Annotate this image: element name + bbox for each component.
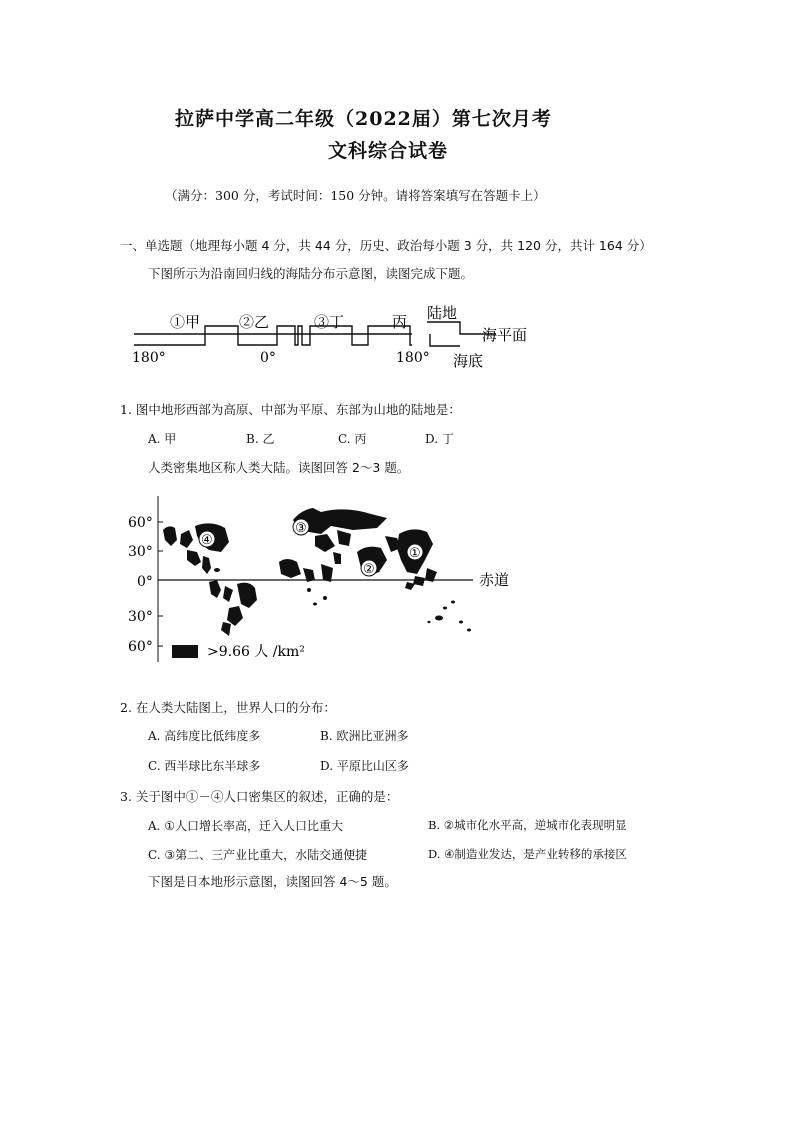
marker-1 xyxy=(407,544,423,561)
label-yi: ②乙 xyxy=(239,313,270,331)
question-3-option-b[interactable]: B. ②城市化水平高，逆城市化表现明显 xyxy=(428,818,627,832)
question-2-option-c[interactable]: C. 西半球比东半球多 xyxy=(148,759,261,773)
label-bing: 丙 xyxy=(392,313,408,331)
populated-region-north-america xyxy=(163,523,229,574)
question-2-option-d[interactable]: D. 平原比山区多 xyxy=(320,759,409,773)
intro-fig3: 下图是日本地形示意图，读图回答 4～5 题。 xyxy=(148,874,397,889)
question-2-stem: 2. 在人类大陆图上，世界人口的分布： xyxy=(120,700,336,715)
svg-text:④: ④ xyxy=(201,533,213,548)
lat-60s: 60° xyxy=(128,639,153,655)
question-1-stem: 1. 图中地形西部为高原、中部为平原、东部为山地的陆地是： xyxy=(120,402,461,417)
lat-30n: 30° xyxy=(128,544,153,560)
legend-seabed: 海底 xyxy=(453,352,484,370)
population-density-map xyxy=(125,490,525,670)
lon-180-left: 180° xyxy=(132,350,166,366)
populated-region-south-america xyxy=(209,580,257,636)
section-heading: 一、单选题（地理每小题 4 分，共 44 分，历史、政治每小题 3 分，共 120 分，共计 164 分） xyxy=(120,238,652,253)
legend-swatch xyxy=(172,645,198,658)
legend-sea-level: 海平面 xyxy=(482,326,528,344)
question-3-option-a[interactable]: A. ①人口增长率高，迁入人口比重大 xyxy=(148,819,344,833)
marker-3 xyxy=(293,519,309,536)
question-1-option-d[interactable]: D. 丁 xyxy=(425,432,454,446)
marker-2 xyxy=(361,560,377,577)
lat-60n: 60° xyxy=(128,515,153,531)
populated-region-africa xyxy=(279,552,341,606)
question-3-stem: 3. 关于图中①－④人口密集区的叙述，正确的是： xyxy=(120,789,399,804)
question-3-option-c[interactable]: C. ③第二、三产业比重大，水陆交通便捷 xyxy=(148,848,368,862)
intro-fig1: 下图所示为沿南回归线的海陆分布示意图，读图完成下题。 xyxy=(148,266,474,281)
populated-region-oceania xyxy=(428,601,472,632)
question-2-option-b[interactable]: B. 欧洲比亚洲多 xyxy=(320,729,409,743)
marker-4 xyxy=(199,531,215,548)
question-1-option-a[interactable]: A. 甲 xyxy=(148,432,177,446)
legend-label: >9.66 人 /km² xyxy=(207,644,305,660)
question-3-option-d[interactable]: D. ④制造业发达，是产业转移的承接区 xyxy=(428,847,627,861)
question-1-option-c[interactable]: C. 丙 xyxy=(338,432,367,446)
equator-label: 赤道 xyxy=(479,571,510,589)
svg-text:②: ② xyxy=(363,562,375,577)
exam-subtitle: 文科综合试卷 xyxy=(328,140,449,162)
question-1-option-b[interactable]: B. 乙 xyxy=(246,432,275,446)
lat-30s: 30° xyxy=(128,609,153,625)
land-sea-profile-figure xyxy=(130,300,560,385)
lat-0: 0° xyxy=(137,574,153,590)
intro-fig2: 人类密集地区称人类大陆。读图回答 2～3 题。 xyxy=(148,460,410,475)
exam-meta: （满分：300 分，考试时间：150 分钟。请将答案填写在答题卡上） xyxy=(165,188,546,203)
question-2-option-a[interactable]: A. 高纬度比低纬度多 xyxy=(148,729,261,743)
legend-land: 陆地 xyxy=(427,304,458,322)
label-ding: ③丁 xyxy=(314,313,345,331)
svg-text:③: ③ xyxy=(295,521,307,536)
lon-0: 0° xyxy=(260,350,276,366)
exam-title: 拉萨中学高二年级（2022届）第七次月考 xyxy=(175,108,552,130)
svg-text:①: ① xyxy=(409,546,421,561)
label-jia: ①甲 xyxy=(170,313,201,331)
lon-180-right: 180° xyxy=(396,350,430,366)
